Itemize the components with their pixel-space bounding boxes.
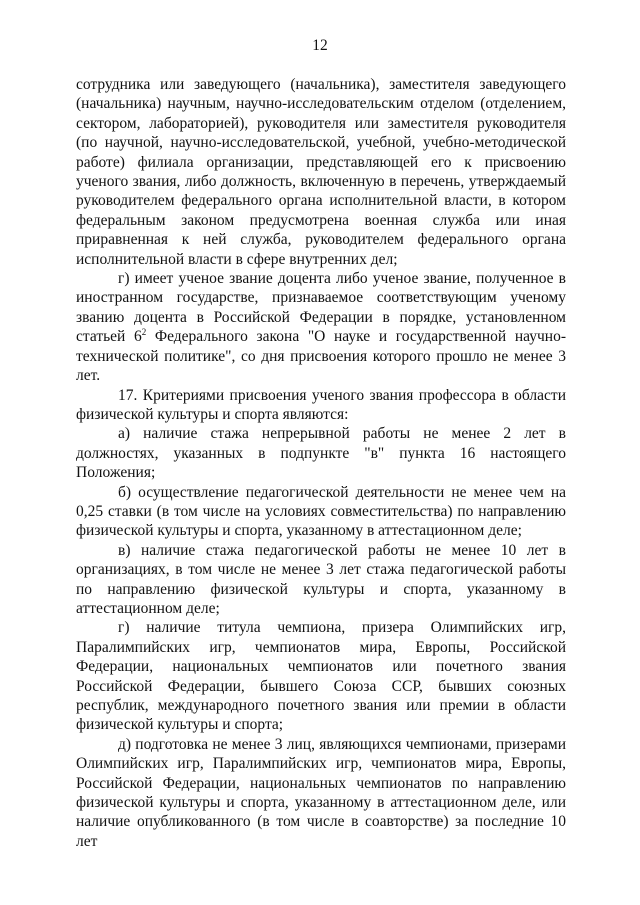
- paragraph-section-17: 17. Критериями присвоения ученого звания профессора в области физической культуры и спорта являются:: [76, 386, 566, 423]
- paragraph-item-a: а) наличие стажа непрерывной работы не менее 2 лет в должностях, указанных в подпункте "в" пункта 16 настоящего Положения;: [76, 425, 566, 482]
- paragraph-text: Федерального закона "О науке и государственной научно-технической политике", со дня присвоения которого прошло не менее 3 лет.: [76, 328, 566, 385]
- paragraph-item-v: в) наличие стажа педагогической работы не менее 10 лет в организациях, в том числе не менее 3 лет стажа педагогической работы по направлению физической культуры и спорта, указанному в аттестационном деле;: [76, 541, 566, 617]
- paragraph-text: г) имеет ученое звание доцента либо ученое звание, полученное в иностранном государстве, признаваемое соответствующим ученому званию доцента в Российской Федерации в порядке, установленном статьей 6: [76, 270, 566, 346]
- paragraph-item-g-champion: г) наличие титула чемпиона, призера Олимпийских игр, Паралимпийских игр, чемпионатов мира, Европы, Российской Федерации, национальных чемпионатов или почетного звания Российской Федерации, бывшего Союза ССР, бывших союзных республик, международного почетного звания или премии в области физической культуры и спорта;: [76, 619, 566, 734]
- superscript: 2: [141, 327, 147, 338]
- document-body: [76, 75, 566, 851]
- page-number: 12: [312, 37, 328, 54]
- paragraph-item-b: б) осуществление педагогической деятельности не менее чем на 0,25 ставки (в том числе на условиях совместительства) по направлению физической культуры и спорта, указанному в аттестационном деле;: [76, 483, 566, 540]
- paragraph-item-d: д) подготовка не менее 3 лиц, являющихся чемпионами, призерами Олимпийских игр, Паралимпийских игр, чемпионатов мира, Европы, Российской Федерации, национальных чемпионатов по направлению физической культуры и спорта, указанному в аттестационном деле, или наличие опубликованного (в том числе в соавторстве) за последние 10 лет: [76, 735, 566, 850]
- paragraph-continuation: сотрудника или заведующего (начальника), заместителя заведующего (начальника) научным, научно-исследовательским отделом (отделением, сектором, лабораторией), руководителя или заместителя руководителя (по научной, научно-исследовательской, учебной, учебно-методической работе) филиала организации, представляющей его к присвоению ученого звания, либо должность, включенную в перечень, утверждаемый руководителем федерального органа исполнительной власти, в котором федеральным законом предусмотрена военная служба или иная приравненная к ней служба, руководителем федерального органа исполнительной власти в сфере внутренних дел;: [76, 76, 566, 268]
- paragraph-item-g-docent: [76, 269, 566, 385]
